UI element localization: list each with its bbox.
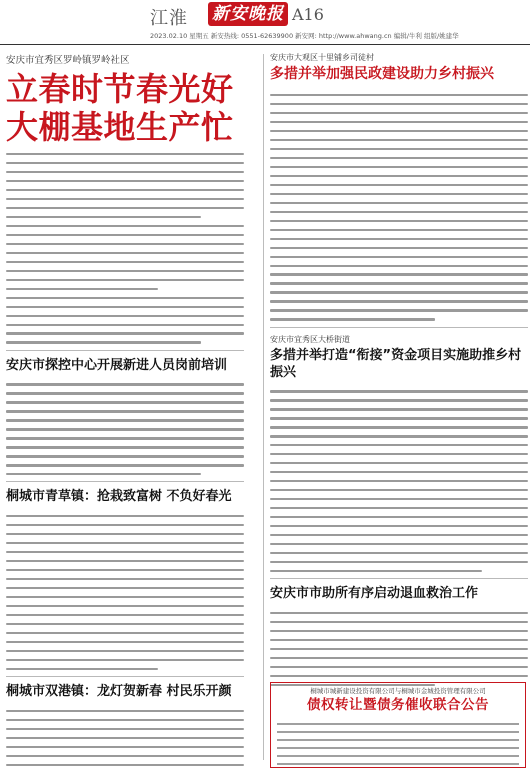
r-story2-body <box>270 384 528 573</box>
r-story2-kicker: 安庆市宜秀区大桥街道 <box>270 334 350 344</box>
ad-header: 桐城市城新建设投资有限公司与桐城市金城投资管理有限公司 <box>310 687 486 695</box>
lead-kicker: 安庆市宜秀区罗岭镇罗岭社区 <box>6 55 130 66</box>
lead-headline-line1: 立春时节春光好 <box>6 70 234 108</box>
section-rule <box>6 481 244 482</box>
right-column <box>270 52 528 686</box>
masthead <box>0 0 530 46</box>
section-rule <box>6 676 244 677</box>
r-story3-title: 安庆市市助所有序启动退血救治工作 <box>270 586 479 602</box>
story3-title: 桐城市青草镇：抢栽致富树 不负好春光 <box>6 489 232 505</box>
story4-body <box>6 703 244 773</box>
section-rule <box>270 327 528 328</box>
ad-title: 债权转让暨债务催收联合公告 <box>307 697 489 713</box>
lead-body <box>6 146 244 344</box>
masthead-info: 2023.02.10 星期五 新安热线: 0551-62639900 新安网: http://www.ahwang.cn 编辑/牛利 组版/姚建华 <box>150 32 459 40</box>
story3-body <box>6 508 244 670</box>
r-story1-kicker: 安庆市大观区十里铺乡司徒村 <box>270 53 374 62</box>
r-story3-body <box>270 605 528 686</box>
r-story1-body <box>270 87 528 321</box>
r-story1-title: 多措并举加强民政建设助力乡村振兴 <box>270 66 494 82</box>
story4-title: 桐城市双港镇：龙灯贺新春 村民乐开颜 <box>6 684 232 700</box>
r-story2-title: 多措并举打造“衔接”资金项目实施助推乡村振兴 <box>270 347 522 380</box>
masthead-rule <box>0 44 530 45</box>
masthead-region: 江淮 <box>150 8 188 29</box>
legal-notice-ad <box>270 682 526 768</box>
section-rule <box>6 350 244 351</box>
column-divider <box>263 54 264 760</box>
lead-headline-line2: 大棚基地生产忙 <box>6 108 234 146</box>
story2-body <box>6 377 244 476</box>
story2-title: 安庆市探控中心开展新进人员岗前培训 <box>6 357 228 373</box>
left-column <box>6 52 244 773</box>
newspaper-logo: 新安晚报 <box>208 2 288 26</box>
page-number: A16 <box>292 5 324 24</box>
ad-body <box>271 714 525 765</box>
section-rule <box>270 578 528 579</box>
